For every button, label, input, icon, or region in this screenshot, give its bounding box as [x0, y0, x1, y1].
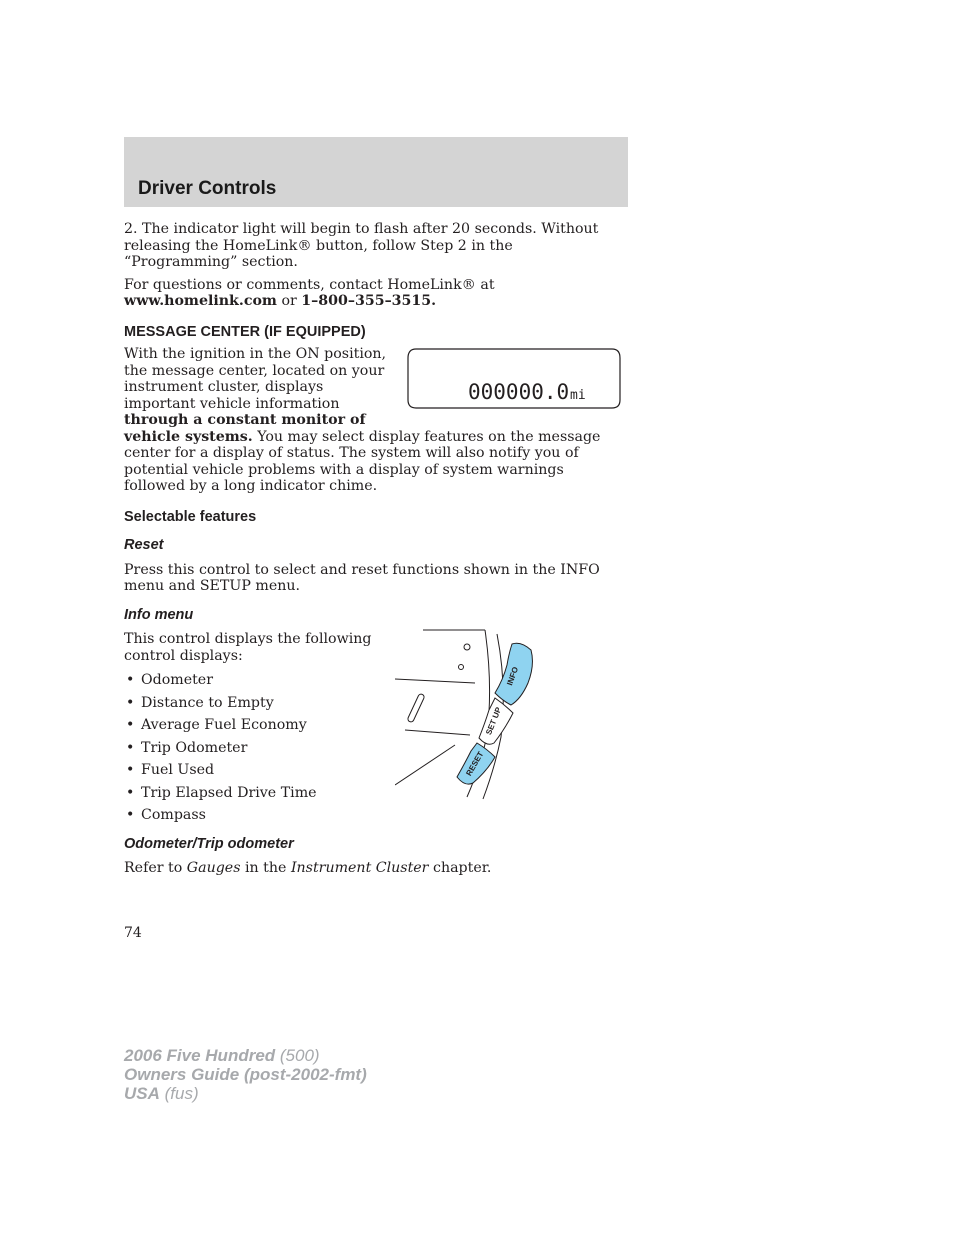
display-reading: 000000.0	[468, 380, 570, 404]
list-item: • Compass	[126, 807, 206, 823]
contact-paragraph: For questions or comments, contact HomeLink® at www.homelink.com or 1–800–355–3515.	[124, 276, 495, 309]
selectable-features-heading: Selectable features	[124, 508, 257, 525]
page-number: 74	[124, 925, 142, 941]
message-center-heading: MESSAGE CENTER (IF EQUIPPED)	[124, 323, 366, 340]
message-center-display-illustration	[404, 346, 628, 412]
display-unit: mi	[570, 388, 586, 403]
info-menu-paragraph: This control displays the following control displays:	[124, 631, 372, 664]
list-item: • Fuel Used	[126, 762, 215, 778]
step-2-paragraph: 2. The indicator light will begin to flash after 20 seconds. Without releasing the HomeLink® button, follow Step 2 in the “Programming” section.	[124, 221, 599, 270]
homelink-url: www.homelink.com	[124, 293, 277, 309]
info-menu-list	[124, 672, 628, 824]
homelink-phone: 1–800–355–3515.	[301, 293, 437, 309]
odometer-heading: Odometer/Trip odometer	[124, 835, 294, 852]
section-header-band	[124, 137, 628, 207]
odometer-paragraph: Refer to Gauges in the Instrument Cluster chapter.	[124, 860, 492, 876]
info-menu-heading: Info menu	[124, 606, 194, 623]
section-title: Driver Controls	[138, 178, 277, 199]
message-center-paragraph: With the ignition in the ON position, the message center, located on your instrument cluster, displays important vehicle information through a constant monitor of vehicle systems. You may select display features on the message center for a display of status. The system will also notify you of potential vehicle problems with a display of system warnings followed by a long indicator chime.	[124, 346, 601, 494]
setup-button-label: SET UP	[484, 705, 504, 737]
reset-heading: Reset	[124, 537, 164, 553]
info-button-label: INFO	[505, 665, 521, 687]
reset-paragraph: Press this control to select and reset functions shown in the INFO menu and SETUP menu.	[124, 561, 600, 594]
page-content	[124, 221, 628, 883]
reset-button-label: RESET	[464, 749, 486, 778]
list-item: • Distance to Empty	[126, 694, 274, 711]
list-item: • Average Fuel Economy	[126, 717, 307, 733]
list-item: • Trip Elapsed Drive Time	[126, 784, 317, 801]
document-footer: 2006 Five Hundred (500) Owners Guide (post-2002-fmt) USA (fus)	[124, 1046, 367, 1103]
list-item: • Trip Odometer	[126, 739, 248, 756]
list-item: • Odometer	[126, 672, 213, 688]
